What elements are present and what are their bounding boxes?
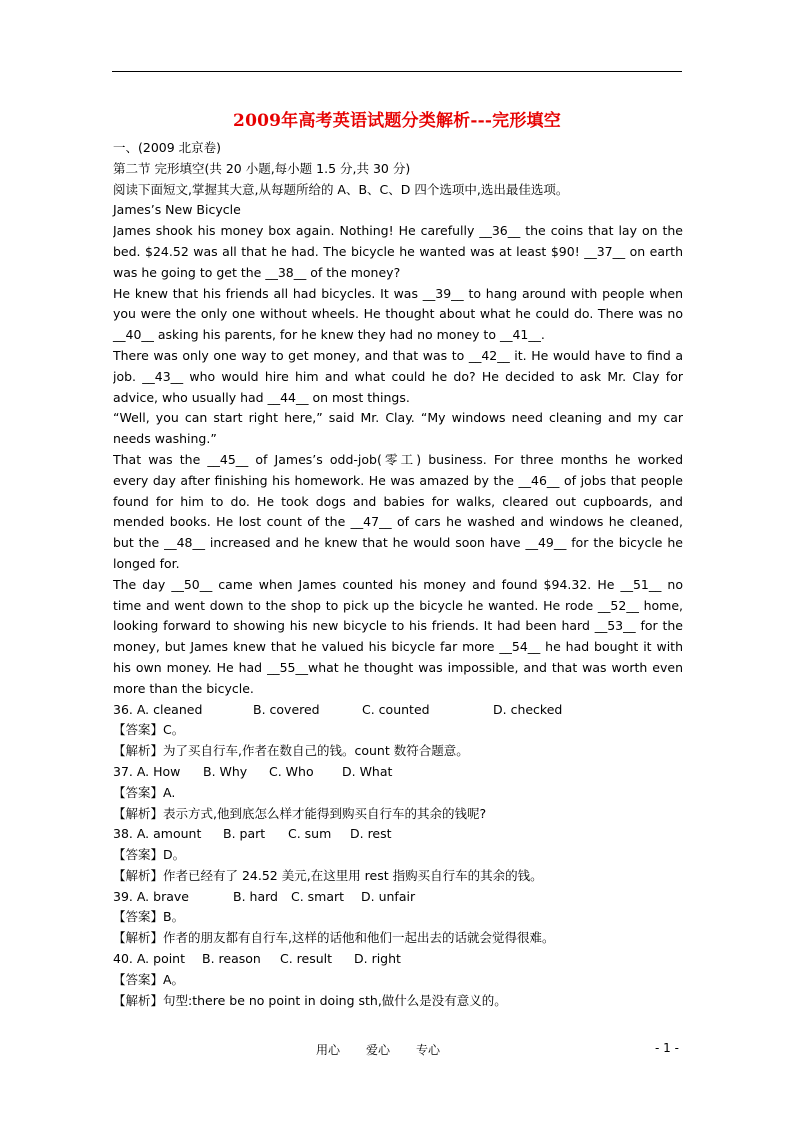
questions <box>113 700 683 1012</box>
passage-line: found for him to do. He took dogs and babies for walks, cleared out cupboards, and <box>113 493 683 509</box>
passage-line: every day after finishing his homework. He was amazed by the __46__ of jobs that people <box>113 472 683 488</box>
passage-line: his own money. He had __55__what he thought was impossible, and that was worth even <box>113 659 683 675</box>
option-text: C. result <box>280 951 333 967</box>
analysis-line: 【解析】作者的朋友都有自行车,这样的话他和他们一起出去的话就会觉得很难。 <box>113 930 555 946</box>
question-options <box>113 762 683 783</box>
option-text: D. checked <box>493 701 563 717</box>
option-text: D. right <box>354 951 401 967</box>
option-text: C. Who <box>269 763 314 779</box>
passage-line: needs washing.” <box>113 431 217 447</box>
page-title: 2009年高考英语试题分类解析---完形填空 <box>233 111 561 131</box>
section-header: 一、(2009 北京卷) <box>113 140 222 155</box>
option-text: D. What <box>342 763 393 779</box>
document-body <box>113 138 683 1011</box>
passage-line: money, but James knew that he valued his bicycle far more __54__ he had bought it with <box>113 639 683 655</box>
option-text: D. rest <box>350 826 392 842</box>
question-options <box>113 824 683 845</box>
option-text: B. part <box>223 826 266 842</box>
passage-line: time and went down to the shop to pick up the bicycle he wanted. He rode __52__ home, <box>113 597 683 613</box>
option-text: B. covered <box>253 701 320 717</box>
instructions: 阅读下面短文,掌握其大意,从每题所给的 A、B、C、D 四个选项中,选出最佳选项。 <box>113 181 569 197</box>
passage-line: but the __48__ increased and he knew that he would soon have __49__ for the bicycle he <box>113 535 683 551</box>
passage-line: longed for. <box>113 555 180 571</box>
passage-line: mended books. He lost count of the __47__ of cars he washed and windows he cleaned, <box>113 514 683 530</box>
analysis-line: 【解析】句型:there be no point in doing sth,做什么是没有意义的。 <box>113 992 507 1008</box>
passage-line: __40__ asking his parents, for he knew they had no money to __41__. <box>113 327 545 343</box>
answer-line: 【答案】A。 <box>113 971 185 987</box>
option-text: 40. A. point <box>113 951 186 967</box>
footer-motto-item: 用心 <box>316 1043 341 1057</box>
passage-line: was he going to get the __38__ of the money? <box>113 264 401 280</box>
answer-line: 【答案】A. <box>113 784 176 800</box>
passage-line: you were the only one without wheels. He thought about what he could do. There was no <box>113 306 683 322</box>
answer-line: 【答案】B。 <box>113 909 185 925</box>
answer-line: 【答案】D。 <box>113 847 186 863</box>
passage-line: bed. $24.52 was all that he had. The bicycle he wanted was at least $90! __37__ on earth <box>113 243 683 259</box>
analysis-line: 【解析】表示方式,他到底怎么样才能得到购买自行车的其余的钱呢? <box>113 805 487 821</box>
question-options <box>113 700 683 721</box>
header-rule <box>112 71 682 72</box>
footer-motto-item: 专心 <box>416 1043 441 1057</box>
footer-motto <box>316 1041 466 1058</box>
page-footer <box>0 1041 794 1059</box>
option-text: B. reason <box>202 951 261 967</box>
part-header: 第二节 完形填空(共 20 小题,每小题 1.5 分,共 30 分) <box>113 160 411 176</box>
passage-line: The day __50__ came when James counted his money and found $94.32. He __51__ no <box>113 576 683 592</box>
option-text: C. smart <box>291 888 345 904</box>
option-text: C. sum <box>288 826 332 842</box>
option-text: B. Why <box>203 763 248 779</box>
option-text: 39. A. brave <box>113 888 189 904</box>
option-text: 36. A. cleaned <box>113 701 203 717</box>
passage <box>113 221 683 699</box>
option-text: 37. A. How <box>113 763 181 779</box>
passage-line: He knew that his friends all had bicycles. It was __39__ to hang around with people when <box>113 285 683 301</box>
passage-line: There was only one way to get money, and that was to __42__ it. He would have to find a <box>113 347 683 363</box>
passage-line: “Well, you can start right here,” said Mr. Clay. “My windows need cleaning and my car <box>113 410 683 426</box>
question-options <box>113 887 683 908</box>
passage-line: That was the __45__ of James’s odd-job(零工) business. For three months he worked <box>113 451 683 467</box>
passage-line: more than the bicycle. <box>113 680 254 696</box>
passage-line: looking forward to showing his new bicycle to his friends. It had been hard __53__ for the <box>113 618 683 634</box>
passage-title: James’s New Bicycle <box>113 202 241 218</box>
option-text: D. unfair <box>361 888 416 904</box>
question-options <box>113 949 683 970</box>
analysis-line: 【解析】为了买自行车,作者在数自己的钱。count 数符合题意。 <box>113 743 469 759</box>
footer-motto-item: 爱心 <box>366 1043 391 1057</box>
passage-line: advice, who usually had __44__ on most things. <box>113 389 410 405</box>
option-text: C. counted <box>362 701 430 717</box>
passage-line: James shook his money box again. Nothing! He carefully __36__ the coins that lay on the <box>113 223 683 239</box>
passage-line: job. __43__ who would hire him and what could he do? He decided to ask Mr. Clay for <box>113 368 683 384</box>
answer-line: 【答案】C。 <box>113 722 185 738</box>
page-number: - 1 - <box>655 1041 679 1055</box>
analysis-line: 【解析】作者已经有了 24.52 美元,在这里用 rest 指购买自行车的其余的钱。 <box>113 867 543 883</box>
option-text: 38. A. amount <box>113 826 202 842</box>
option-text: B. hard <box>233 888 278 904</box>
